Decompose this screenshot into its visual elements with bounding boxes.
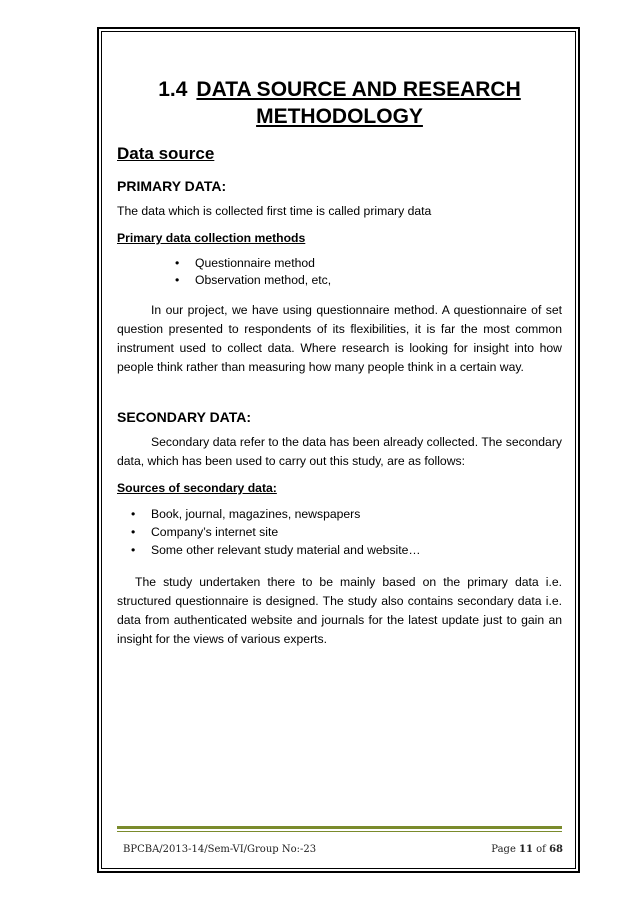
bullet-icon: • [175, 256, 180, 270]
secondary-sources-title: Sources of secondary data: [117, 481, 277, 495]
list-item: • Observation method, etc, [175, 273, 332, 287]
bullet-icon: • [131, 543, 136, 557]
primary-definition: The data which is collected first time is called primary data [117, 204, 432, 218]
section-number: 1.4 [158, 78, 188, 101]
primary-methods-title: Primary data collection methods [117, 231, 306, 245]
secondary-data-heading: SECONDARY DATA: [117, 409, 252, 425]
primary-methods-list [117, 255, 562, 289]
footer-divider [117, 826, 562, 832]
title-line-1: DATA SOURCE AND RESEARCH [196, 78, 521, 101]
secondary-paragraph: Secondary data refer to the data has been already collected. The secondary data, which has been used to carry out this study, are as follows: [117, 435, 562, 468]
primary-paragraph: In our project, we have using questionnaire method. A questionnaire of set question presented to respondents of its flexibilities, it is far the most common instrument used to collect data. Where research is looking for insight into how people think rather than measuring how many people think in a certain way. [117, 303, 562, 374]
page-number: Page 11 of 68 [491, 844, 563, 855]
closing-paragraph: The study undertaken there to be mainly based on the primary data i.e. structured questionnaire is designed. The study also contains secondary data i.e. data from authenticated website and journals for the latest update just to gain an insight for the views of various experts. [117, 575, 562, 646]
list-item: • Book, journal, magazines, newspapers [131, 507, 361, 521]
list-item: • Company’s internet site [131, 525, 279, 539]
list-item: • Some other relevant study material and website… [131, 543, 421, 557]
footer-reference: BPCBA/2013-14/Sem-VI/Group No:-23 [123, 844, 317, 855]
bullet-icon: • [131, 507, 136, 521]
list-item: • Questionnaire method [175, 256, 315, 270]
bullet-icon: • [175, 273, 180, 287]
title-line-2: METHODOLOGY [256, 105, 423, 128]
bullet-icon: • [131, 525, 136, 539]
page-title [117, 76, 562, 130]
page-content [117, 76, 562, 649]
primary-data-heading: PRIMARY DATA: [117, 178, 227, 194]
secondary-sources-list [117, 505, 562, 559]
section-heading: Data source [117, 144, 215, 163]
